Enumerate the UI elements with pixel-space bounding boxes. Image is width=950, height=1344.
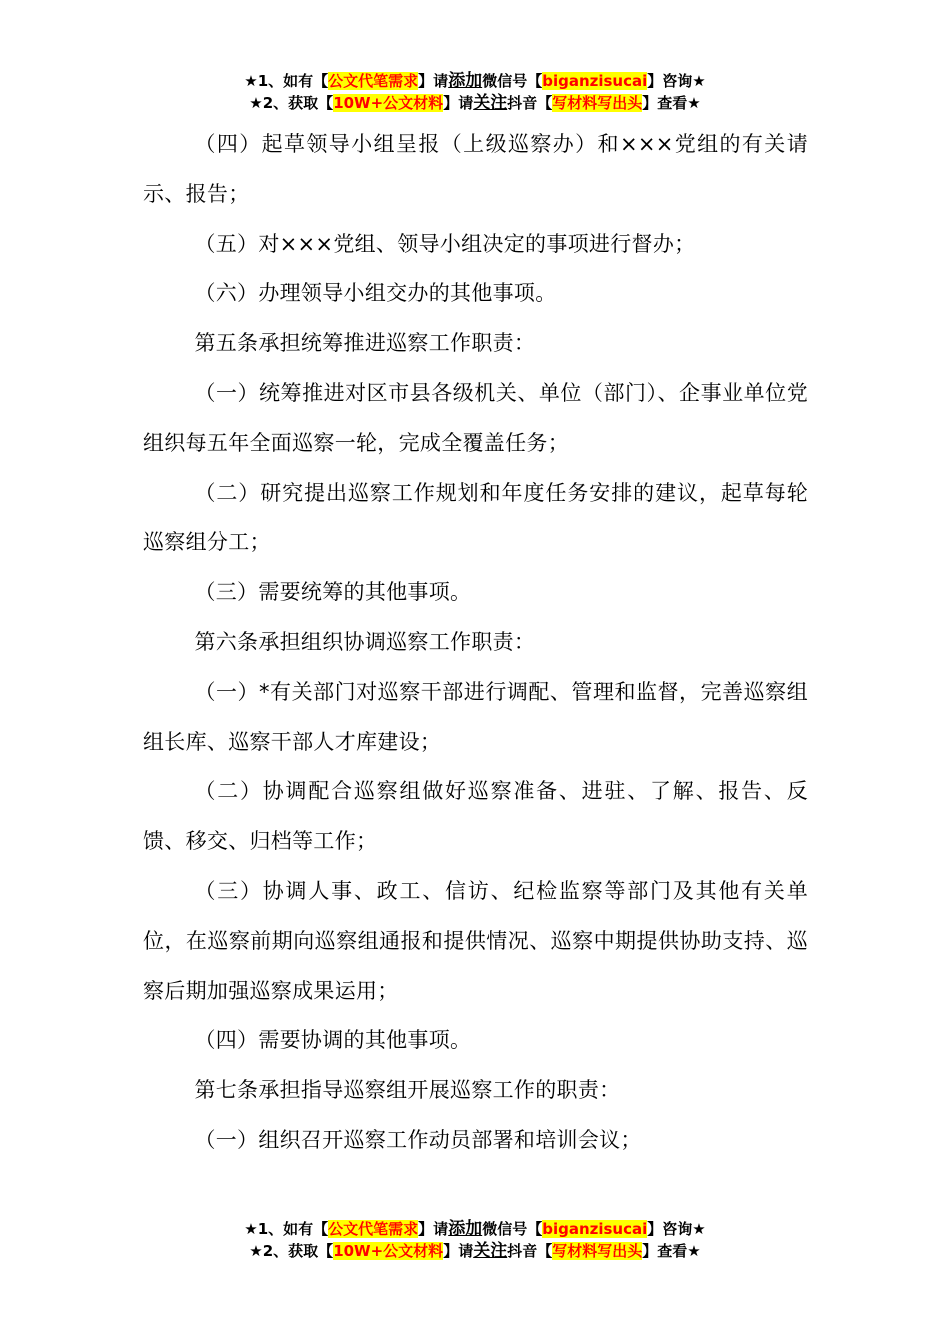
article-heading: 第五条承担统筹推进巡察工作职责： — [194, 331, 536, 356]
paragraph: （四）起草领导小组呈报（上级巡察办）和×××党组的有关请示、报告； — [143, 132, 808, 206]
banner-text: 】请 — [418, 72, 449, 90]
banner-line-1 — [0, 1218, 950, 1240]
banner-text: 】咨询★ — [647, 1220, 706, 1238]
banner-text: 抖音【 — [507, 1242, 553, 1260]
footer-banner — [0, 1218, 950, 1262]
paragraph: （三）协调人事、政工、信访、纪检监察等部门及其他有关单位，在巡察前期向巡察组通报和提供情况、巡察中期提供协助支持、巡察后期加强巡察成果运用； — [143, 878, 808, 1003]
highlight-service: 公文代笔需求 — [328, 72, 419, 90]
banner-text: ★1、如有【 — [244, 1220, 329, 1238]
paragraph: （二）协调配合巡察组做好巡察准备、进驻、了解、报告、反馈、移交、归档等工作； — [143, 779, 808, 854]
paragraph: （六）办理领导小组交办的其他事项。 — [194, 281, 557, 306]
banner-underlined-text: 添加 — [448, 71, 483, 91]
banner-underlined-text: 关注 — [473, 93, 508, 113]
banner-text: ★1、如有【 — [244, 72, 329, 90]
highlight-service: 公文代笔需求 — [328, 1220, 419, 1238]
banner-text: 】请 — [418, 1220, 449, 1238]
banner-text: ★2、获取【 — [249, 94, 334, 112]
highlight-douyin-account: 写材料写出头 — [552, 94, 643, 112]
banner-underlined-text: 添加 — [448, 1219, 483, 1239]
banner-text: 】咨询★ — [647, 72, 706, 90]
highlight-materials: 10W+公文材料 — [333, 94, 444, 112]
banner-line-1 — [0, 70, 950, 92]
paragraph: （四）需要协调的其他事项。 — [194, 1028, 472, 1053]
banner-text: 】请 — [443, 94, 474, 112]
article-heading: 第六条承担组织协调巡察工作职责： — [194, 629, 536, 654]
paragraph: （一）*有关部门对巡察干部进行调配、管理和监督，完善巡察组组长库、巡察干部人才库建设； — [143, 679, 808, 754]
banner-text: 微信号【 — [482, 72, 543, 90]
banner-text: 】查看★ — [642, 94, 701, 112]
highlight-douyin-account: 写材料写出头 — [552, 1242, 643, 1260]
header-banner — [0, 70, 950, 114]
highlight-wechat-id: biganzisucai — [542, 72, 648, 90]
paragraph: （五）对×××党组、领导小组决定的事项进行督办； — [194, 231, 696, 256]
banner-line-2 — [0, 1240, 950, 1262]
banner-underlined-text: 关注 — [473, 1241, 508, 1261]
banner-text: 微信号【 — [482, 1220, 543, 1238]
banner-text: ★2、获取【 — [249, 1242, 334, 1260]
banner-text: 】请 — [443, 1242, 474, 1260]
highlight-materials: 10W+公文材料 — [333, 1242, 444, 1260]
banner-text: 抖音【 — [507, 94, 553, 112]
paragraph: （三）需要统筹的其他事项。 — [194, 580, 472, 605]
banner-line-2 — [0, 92, 950, 114]
paragraph: （二）研究提出巡察工作规划和年度任务安排的建议，起草每轮巡察组分工； — [143, 480, 808, 555]
document-body — [143, 120, 808, 1166]
paragraph: （一）统筹推进对区市县各级机关、单位（部门）、企事业单位党组织每五年全面巡察一轮，完成全覆盖任务； — [143, 380, 808, 455]
article-heading: 第七条承担指导巡察组开展巡察工作的职责： — [194, 1078, 621, 1103]
highlight-wechat-id: biganzisucai — [542, 1220, 648, 1238]
paragraph: （一）组织召开巡察工作动员部署和培训会议； — [194, 1127, 642, 1152]
banner-text: 】查看★ — [642, 1242, 701, 1260]
